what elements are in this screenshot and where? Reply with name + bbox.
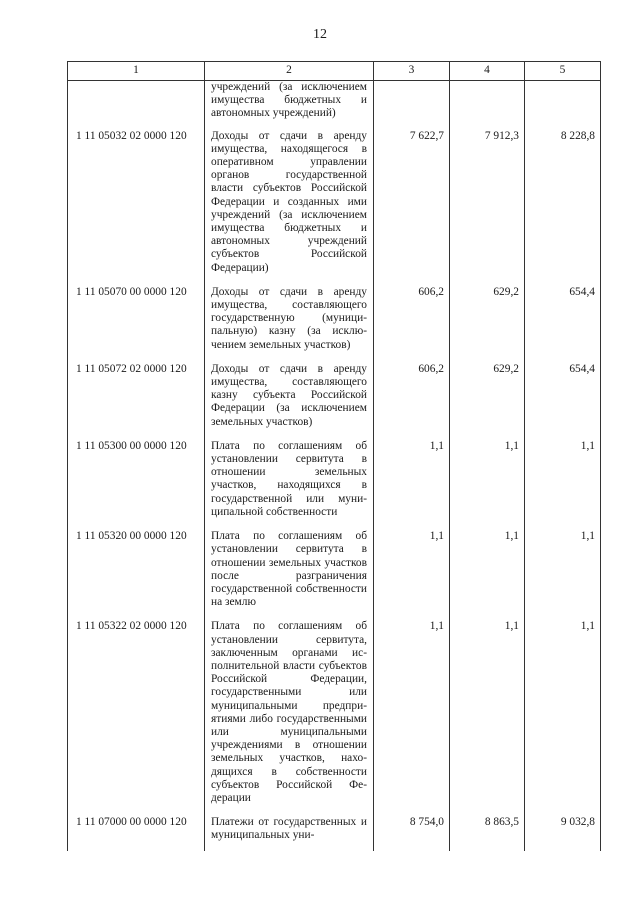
row-name: Доходы от сдачи в аренду имущества, находящегося в оперативном управлении органов государственной власти субъектов Российской Федерации и созданных ими учреждений (за исключением имущества бюджетных и автономных учреждений субъектов Российской Федерации) — [205, 127, 374, 283]
row-value-col5: 9 032,8 — [525, 813, 601, 850]
row-name: Платежи от государственных и муниципальных уни- — [205, 813, 374, 850]
row-value-col4: 629,2 — [450, 360, 525, 437]
row-name: Доходы от сдачи в аренду имущества, составляющего государственную (муниципальную) казну (за исключением земельных участков) — [205, 283, 374, 360]
row-name: Плата по соглашениям об установлении сервитута в отношении земельных участков после разграничения государственной собственности на землю — [205, 527, 374, 617]
row-value-col4: 629,2 — [450, 283, 525, 360]
row-code: 1 11 05072 02 0000 120 — [68, 360, 205, 437]
page-number: 12 — [313, 27, 327, 42]
row-value-col4 — [450, 81, 525, 127]
row-code: 1 11 05322 02 0000 120 — [68, 617, 205, 813]
row-value-col3: 1,1 — [374, 527, 450, 617]
row-name: учреждений (за исключением имущества бюджетных и автономных учреждений) — [205, 81, 374, 127]
row-value-col3: 7 622,7 — [374, 127, 450, 283]
row-name: Плата по соглашениям об установлении сервитута, заключенным органами исполнительной власти субъектов Российской Федерации, государственными или муниципальными предприятиями либо государственными или муниципальными учреждениями в отношении земельных участков, находящихся в собственности субъектов Российской Федерации — [205, 617, 374, 813]
table-row — [68, 127, 601, 283]
header-row — [68, 62, 601, 81]
row-value-col3: 1,1 — [374, 437, 450, 527]
row-name: Доходы от сдачи в аренду имущества, составляющего казну субъекта Российской Федерации (за исключением земельных участков) — [205, 360, 374, 437]
row-value-col4: 1,1 — [450, 437, 525, 527]
row-value-col5: 654,4 — [525, 360, 601, 437]
row-code: 1 11 05300 00 0000 120 — [68, 437, 205, 527]
row-value-col3 — [374, 81, 450, 127]
column-header-4: 4 — [450, 62, 525, 81]
row-value-col5: 8 228,8 — [525, 127, 601, 283]
row-value-col3: 1,1 — [374, 617, 450, 813]
column-header-1: 1 — [68, 62, 205, 81]
table-row — [68, 81, 601, 127]
row-value-col3: 8 754,0 — [374, 813, 450, 850]
table-row — [68, 527, 601, 617]
table-row — [68, 813, 601, 850]
revenue-table — [67, 61, 601, 851]
column-header-3: 3 — [374, 62, 450, 81]
row-value-col4: 7 912,3 — [450, 127, 525, 283]
table-row — [68, 360, 601, 437]
row-value-col5: 1,1 — [525, 437, 601, 527]
row-value-col5: 1,1 — [525, 527, 601, 617]
column-header-2: 2 — [205, 62, 374, 81]
row-value-col5: 654,4 — [525, 283, 601, 360]
column-header-5: 5 — [525, 62, 601, 81]
row-code: 1 11 07000 00 0000 120 — [68, 813, 205, 850]
row-code: 1 11 05070 00 0000 120 — [68, 283, 205, 360]
row-value-col5 — [525, 81, 601, 127]
row-value-col5: 1,1 — [525, 617, 601, 813]
row-name: Плата по соглашениям об установлении сервитута в отношении земельных участков, находящихся в государственной или муниципальной собственности — [205, 437, 374, 527]
row-code: 1 11 05320 00 0000 120 — [68, 527, 205, 617]
row-value-col3: 606,2 — [374, 360, 450, 437]
row-value-col4: 1,1 — [450, 527, 525, 617]
row-value-col4: 8 863,5 — [450, 813, 525, 850]
table-row — [68, 617, 601, 813]
table-row — [68, 437, 601, 527]
table-row — [68, 283, 601, 360]
row-value-col3: 606,2 — [374, 283, 450, 360]
row-code — [68, 81, 205, 127]
row-value-col4: 1,1 — [450, 617, 525, 813]
row-code: 1 11 05032 02 0000 120 — [68, 127, 205, 283]
